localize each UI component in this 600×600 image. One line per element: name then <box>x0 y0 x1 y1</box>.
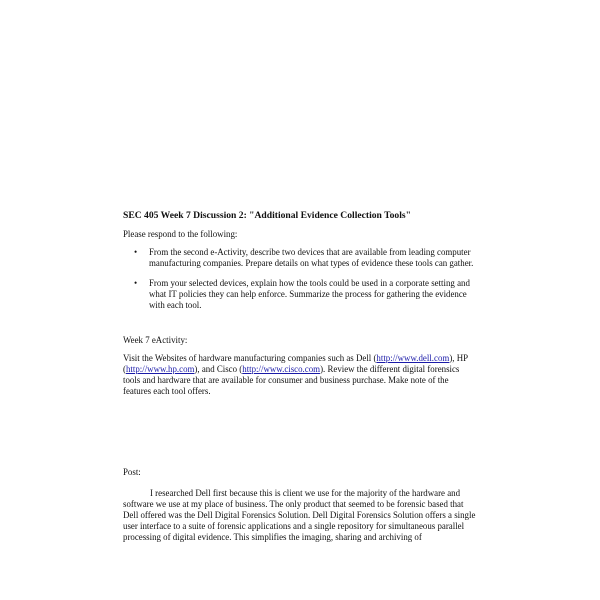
bullet-icon: • <box>134 278 138 288</box>
dell-link[interactable]: http://www.dell.com <box>376 353 450 363</box>
bullet-icon: • <box>134 247 138 257</box>
post-label: Post: <box>123 467 141 477</box>
post-body: I researched Dell first because this is client we use for the majority of the hardware and software we use at my place of business. The only product that seemed to be forensic based that Dell offered was the Dell Digital Forensics Solution. Dell Digital Forensics Solution offers a single user interface to a suite of forensic applications and a single repository for simultaneous parallel processing of digital evidence. This simplifies the imaging, sharing and archiving of <box>123 488 476 542</box>
bullet-item <box>123 278 483 311</box>
visit-text: Visit the Websites of hardware manufacturing companies such as Dell ( <box>123 353 377 363</box>
visit-text: ), HP ( <box>123 353 468 374</box>
visit-paragraph <box>123 353 478 397</box>
bullet-item <box>123 247 483 269</box>
document-title: SEC 405 Week 7 Discussion 2: "Additional Evidence Collection Tools" <box>123 210 411 221</box>
bullet-text: From your selected devices, explain how the tools could be used in a corporate setting and what IT policies they can help enforce. Summarize the process for gathering the evidence with each tool. <box>149 278 470 310</box>
hp-link[interactable]: http://www.hp.com <box>125 364 195 374</box>
visit-text: ). Review the different digital forensics tools and hardware that are available for consumer and business purchase. Make note of the features each tool offers. <box>123 364 460 396</box>
bullet-list <box>123 247 483 320</box>
visit-text: ), and Cisco ( <box>194 364 243 374</box>
week-label: Week 7 eActivity: <box>123 335 188 345</box>
intro-text: Please respond to the following: <box>123 229 238 239</box>
bullet-text: From the second e-Activity, describe two devices that are available from leading computer manufacturing companies. Prepare details on what types of evidence these tools can gather. <box>149 247 474 268</box>
cisco-link[interactable]: http://www.cisco.com <box>242 364 321 374</box>
